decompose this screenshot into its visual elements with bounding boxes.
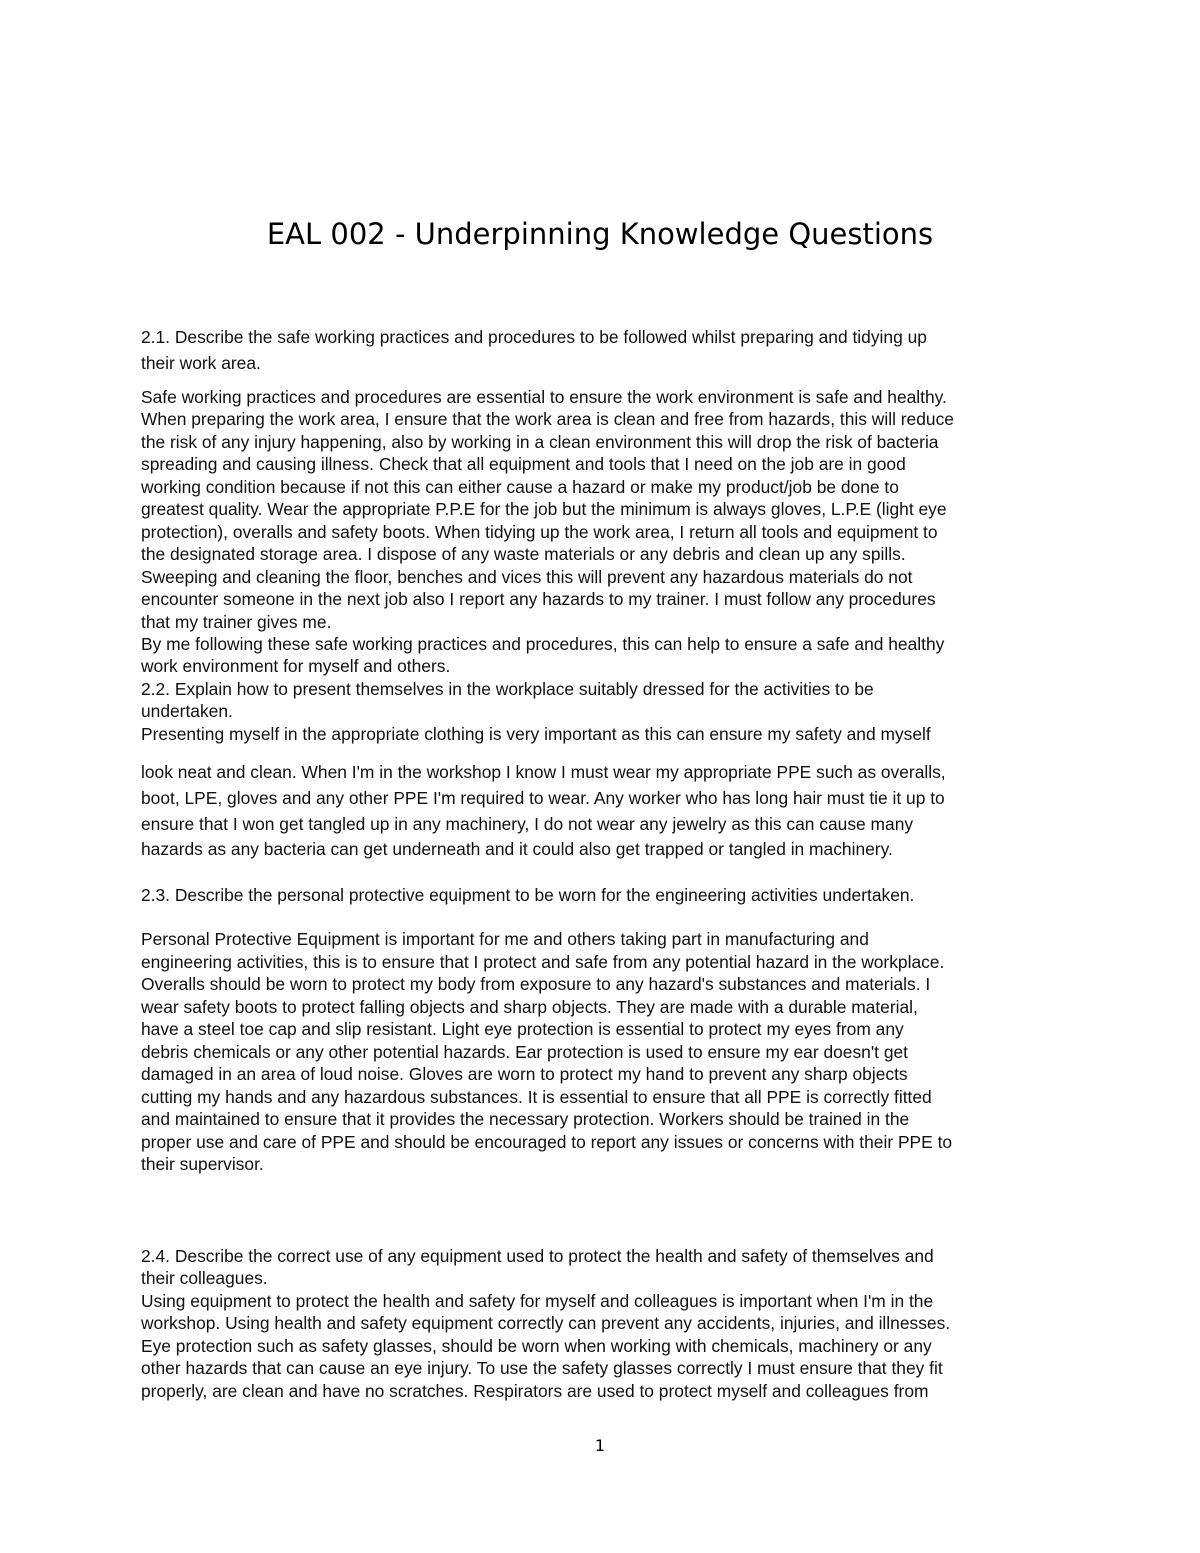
answer-2-1-line: By me following these safe working practices and procedures, this can help to ensure a safe and healthy [141, 633, 945, 654]
section-2-2-answer [141, 760, 1081, 863]
answer-2-1-line: work environment for myself and others. [141, 656, 451, 677]
answer-2-4-line: other hazards that can cause an eye injury. To use the safety glasses correctly I must ensure that they fit [141, 1358, 943, 1379]
section-2-4 [141, 1245, 1081, 1402]
answer-2-1-line: that my trainer gives me. [141, 611, 332, 632]
answer-2-3-line: debris chemicals or any other potential hazards. Ear protection is used to ensure my ear doesn't get [141, 1041, 908, 1062]
section-2-3 [141, 884, 1081, 1175]
answer-2-1-line: the designated storage area. I dispose of any waste materials or any debris and clean up any spills. [141, 544, 906, 565]
answer-2-3-line: damaged in an area of loud noise. Gloves are worn to protect my hand to prevent any sharp objects [141, 1064, 908, 1085]
answer-2-1-line: spreading and causing illness. Check that all equipment and tools that I need on the job are in good [141, 454, 906, 475]
answer-2-1-line: When preparing the work area, I ensure that the work area is clean and free from hazards, this will reduce [141, 409, 954, 430]
answer-2-3-line: wear safety boots to protect falling objects and sharp objects. They are made with a durable material, [141, 996, 918, 1017]
answer-2-4-line: properly, are clean and have no scratches. Respirators are used to protect myself and colleagues from [141, 1380, 929, 1401]
answer-2-3-line: and maintained to ensure that it provides the necessary protection. Workers should be trained in the [141, 1109, 910, 1130]
answer-2-1-line: the risk of any injury happening, also by working in a clean environment this will drop the risk of bacteria [141, 431, 939, 452]
document-title: EAL 002 - Underpinning Knowledge Questions [266, 217, 934, 251]
answer-2-1-line: Sweeping and cleaning the floor, benches and vices this will prevent any hazardous materials do not [141, 566, 913, 587]
question-2-4-line: their colleagues. [141, 1268, 268, 1289]
answer-2-4-line: Using equipment to protect the health and safety for myself and colleagues is important when I'm in the [141, 1290, 934, 1311]
answer-2-2-line: look neat and clean. When I'm in the workshop I know I must wear my appropriate PPE such as overalls, [141, 762, 946, 782]
answer-2-3-line: cutting my hands and any hazardous substances. It is essential to ensure that all PPE is correctly fitted [141, 1086, 932, 1107]
question-2-1-line: their work area. [141, 353, 261, 373]
page-number: 1 [594, 1436, 606, 1455]
answer-2-3-line: Overalls should be worn to protect my body from exposure to any hazard's substances and materials. I [141, 974, 931, 995]
answer-2-1-line: Safe working practices and procedures are essential to ensure the work environment is safe and healthy. [141, 387, 947, 407]
section-2-1 [141, 324, 1081, 745]
answer-2-1-line: encounter someone in the next job also I report any hazards to my trainer. I must follow any procedures [141, 589, 936, 610]
answer-2-4-line: Eye protection such as safety glasses, should be worn when working with chemicals, machinery or any [141, 1335, 932, 1356]
question-2-2-line: 2.2. Explain how to present themselves in the workplace suitably dressed for the activities to be [141, 678, 874, 699]
answer-2-3-line: engineering activities, this is to ensure that I protect and safe from any potential hazard in the workplace. [141, 951, 945, 972]
answer-2-3-line: Personal Protective Equipment is important for me and others taking part in manufacturing and [141, 929, 869, 950]
question-2-1-line: 2.1. Describe the safe working practices and procedures to be followed whilst preparing and tidying up [141, 327, 927, 347]
answer-2-3-line: proper use and care of PPE and should be encouraged to report any issues or concerns with their PPE to [141, 1131, 953, 1152]
question-2-2-line: undertaken. [141, 701, 233, 722]
answer-2-2-line: Presenting myself in the appropriate clothing is very important as this can ensure my safety and myself [141, 723, 931, 744]
answer-2-1-line: protection), overalls and safety boots. When tidying up the work area, I return all tools and equipment to [141, 521, 938, 542]
answer-2-4-line: workshop. Using health and safety equipment correctly can prevent any accidents, injuries, and illnesses. [141, 1313, 951, 1334]
question-2-4-line: 2.4. Describe the correct use of any equipment used to protect the health and safety of themselves and [141, 1246, 934, 1266]
answer-2-2-line: boot, LPE, gloves and any other PPE I'm required to wear. Any worker who has long hair must tie it up to [141, 787, 945, 808]
answer-2-2-line: ensure that I won get tangled up in any machinery, I do not wear any jewelry as this can cause many [141, 813, 914, 834]
answer-2-1-line: greatest quality. Wear the appropriate P.P.E for the job but the minimum is always gloves, L.P.E (light eye [141, 499, 947, 520]
answer-2-3-line: have a steel toe cap and slip resistant. Light eye protection is essential to protect my eyes from any [141, 1019, 904, 1040]
answer-2-2-line: hazards as any bacteria can get underneath and it could also get trapped or tangled in machinery. [141, 839, 893, 860]
answer-2-3-line: their supervisor. [141, 1153, 264, 1174]
question-2-3-line: 2.3. Describe the personal protective equipment to be worn for the engineering activities undertaken. [141, 885, 915, 905]
answer-2-1-line: working condition because if not this can either cause a hazard or make my product/job be done to [141, 476, 899, 497]
